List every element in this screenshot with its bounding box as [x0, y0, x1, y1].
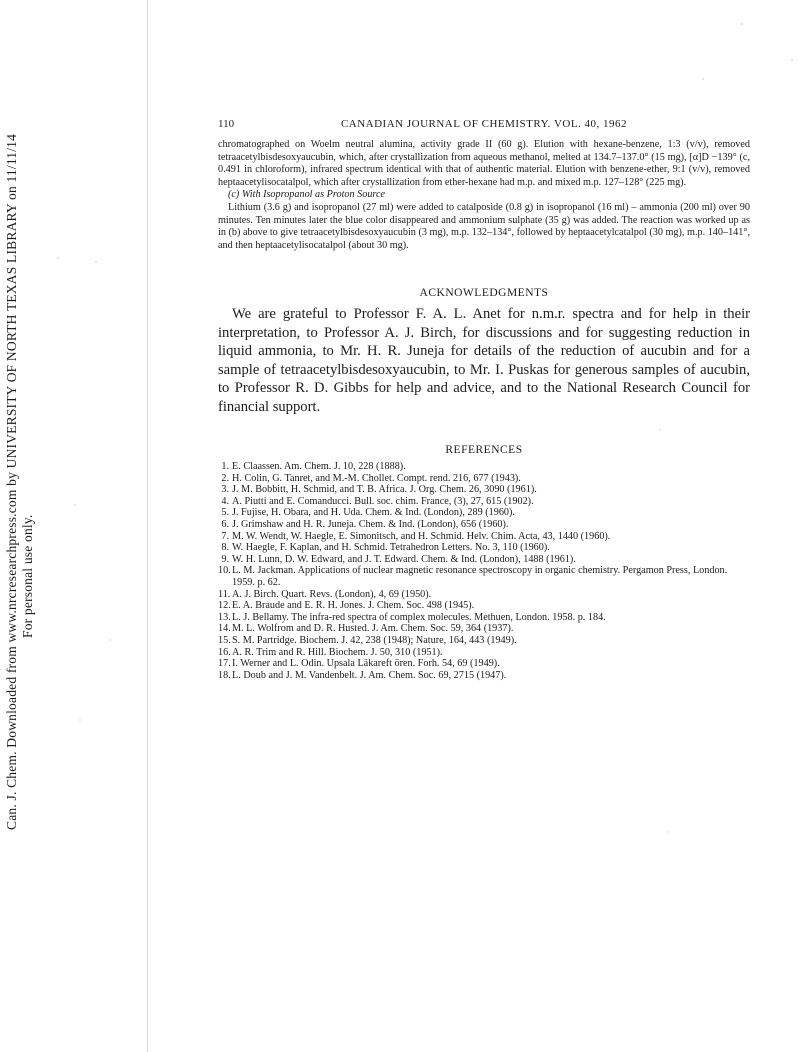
reference-text: M. L. Wolfrom and D. R. Husted. J. Am. Chem. Soc. 59, 364 (1937). — [232, 623, 514, 635]
reference-text: E. Claassen. Am. Chem. J. 10, 228 (1888). — [232, 461, 406, 472]
reference-number: 12. — [218, 600, 231, 612]
reference-text: H. Colin, G. Tanret, and M.-M. Chollet. Compt. rend. 216, 677 (1943). — [232, 472, 521, 484]
reference-text: A. J. Birch. Quart. Revs. (London), 4, 69 (1950). — [232, 588, 432, 600]
download-watermark — [0, 0, 36, 1052]
reference-item — [218, 623, 750, 635]
acknowledgments-heading: ACKNOWLEDGMENTS — [419, 287, 549, 299]
reference-text: W. H. Lunn, D. W. Edward, and J. T. Edward. Chem. & Ind. (London), 1488 (1961). — [232, 553, 576, 565]
reference-item — [218, 461, 750, 473]
reference-text: L. J. Bellamy. The infra-red spectra of complex molecules. Methuen, London. 1958. p. 184. — [232, 611, 606, 623]
reference-text: I. Werner and L. Odin. Upsala Läkareft ören. Forh. 54, 69 (1949). — [232, 658, 500, 670]
reference-item — [218, 496, 750, 508]
references-heading: REFERENCES — [445, 444, 523, 456]
reference-number: 9. — [221, 553, 229, 565]
reference-item — [218, 670, 750, 682]
reference-item — [218, 612, 750, 624]
page-margin-rule — [147, 0, 148, 1052]
reference-number: 8. — [221, 542, 229, 554]
experimental-subheading: (c) With Isopropanol as Proton Source — [228, 189, 386, 201]
experimental-paragraph-1: chromatographed on Woelm neutral alumina, activity grade II (60 g). Elution with hexane-benzene, 1:3 (v/v), removed tetraacetylbisdesoxyaucubin, which, after crystallization from aqueous methanol, melted at 134.7–137.0° (15 mg), [α]D −139° (c, 0.491 in chloroform), infrared spectrum identical with that of authentic material. Elution with benzene-ether, 9:1 (v/v), removed heptaacetylisocatalpol, which after crystallization from ether-hexane had m.p. and mixed m.p. 127–128° (225 mg). — [218, 139, 750, 188]
reference-text: J. Fujise, H. Obara, and H. Uda. Chem. & Ind. (London), 289 (1960). — [232, 507, 515, 519]
experimental-paragraph-2: Lithium (3.6 g) and isopropanol (27 ml) were added to catalposide (0.8 g) in isopropanol (16 ml) – ammonia (200 ml) over 90 minutes. Ten minutes later the blue color disappeared and ammonium sulphate (35 g) was added. The reaction was worked up as in (b) above to give tetraacetylbisdesoxyaucubin (3 mg), m.p. 132–134°, followed by heptaacetylcatalpol (30 mg), m.p. 140–141°, and then heptaacetylisocatalpol (about 30 mg). — [218, 201, 750, 251]
watermark-line-1: Can. J. Chem. Downloaded from www.nrcresearchpress.com by UNIVERSITY OF NORTH TEXAS LIBRARY on 11/11/14 — [4, 133, 19, 830]
reference-item — [218, 473, 750, 485]
reference-text: M. W. Wendt, W. Haegle, E. Simonitsch, and H. Schmid. Helv. Chim. Acta, 43, 1440 (1960). — [232, 530, 611, 542]
reference-text: L. Doub and J. M. Vandenbelt. J. Am. Chem. Soc. 69, 2715 (1947). — [232, 669, 507, 681]
reference-number: 3. — [221, 484, 229, 496]
reference-item — [218, 600, 750, 612]
reference-number: 1. — [221, 461, 229, 472]
reference-number: 2. — [221, 472, 229, 484]
reference-item — [218, 507, 750, 519]
reference-text: A. Piutti and E. Comanducci. Bull. soc. chim. France, (3), 27, 615 (1902). — [232, 495, 534, 507]
running-header — [218, 118, 750, 136]
reference-item — [218, 565, 750, 588]
reference-number: 17. — [218, 658, 231, 670]
journal-title: CANADIAN JOURNAL OF CHEMISTRY. VOL. 40, 1962 — [340, 118, 628, 130]
reference-number: 4. — [221, 495, 229, 507]
reference-item — [218, 542, 750, 554]
reference-item — [218, 647, 750, 659]
reference-item — [218, 554, 750, 566]
reference-text: J. Grimshaw and H. R. Juneja. Chem. & Ind. (London), 656 (1960). — [232, 518, 509, 530]
experimental-section — [218, 139, 750, 252]
reference-number: 11. — [218, 588, 231, 600]
reference-item — [218, 635, 750, 647]
reference-text: S. M. Partridge. Biochem. J. 42, 238 (1948); Nature, 164, 443 (1949). — [232, 634, 517, 646]
reference-number: 13. — [218, 611, 231, 623]
reference-item — [218, 531, 750, 543]
acknowledgments-text: We are grateful to Professor F. A. L. Anet for n.m.r. spectra and for help in their interpretation, to Professor A. J. Birch, for discussions and for suggesting reduction in liquid ammonia, to Mr. H. R. Juneja for details of the reduction of aucubin and for a sample of tetraacetylbisdesoxyaucubin, to Mr. I. Puskas for generous samples of aucubin, to Professor R. D. Gibbs for help and advice, and to the National Research Council for financial support. — [218, 306, 750, 415]
watermark-line-2: For personal use only. — [20, 514, 35, 638]
reference-item — [218, 519, 750, 531]
reference-number: 15. — [218, 634, 231, 646]
reference-number: 5. — [221, 507, 229, 519]
reference-number: 10. — [218, 565, 231, 577]
reference-number: 6. — [221, 518, 229, 530]
reference-number: 14. — [218, 623, 231, 635]
reference-number: 18. — [218, 669, 231, 681]
reference-item — [218, 484, 750, 496]
reference-number: 7. — [221, 530, 229, 542]
reference-text: L. M. Jackman. Applications of nuclear magnetic resonance spectroscopy in organic chemistry. Pergamon Press, London. 1959. p. 62. — [232, 565, 728, 588]
reference-item — [218, 658, 750, 670]
reference-text: W. Haegle, F. Kaplan, and H. Schmid. Tetrahedron Letters. No. 3, 110 (1960). — [232, 542, 550, 554]
reference-text: E. A. Braude and E. R. H. Jones. J. Chem. Soc. 498 (1945). — [232, 600, 475, 612]
reference-text: A. R. Trim and R. Hill. Biochem. J. 50, 310 (1951). — [232, 646, 443, 658]
reference-text: J. M. Bobbitt, H. Schmid, and T. B. Africa. J. Org. Chem. 26, 3090 (1961). — [232, 484, 537, 496]
reference-number: 16. — [218, 646, 231, 658]
reference-list — [218, 461, 750, 681]
reference-item — [218, 589, 750, 601]
page-number: 110 — [218, 118, 235, 130]
